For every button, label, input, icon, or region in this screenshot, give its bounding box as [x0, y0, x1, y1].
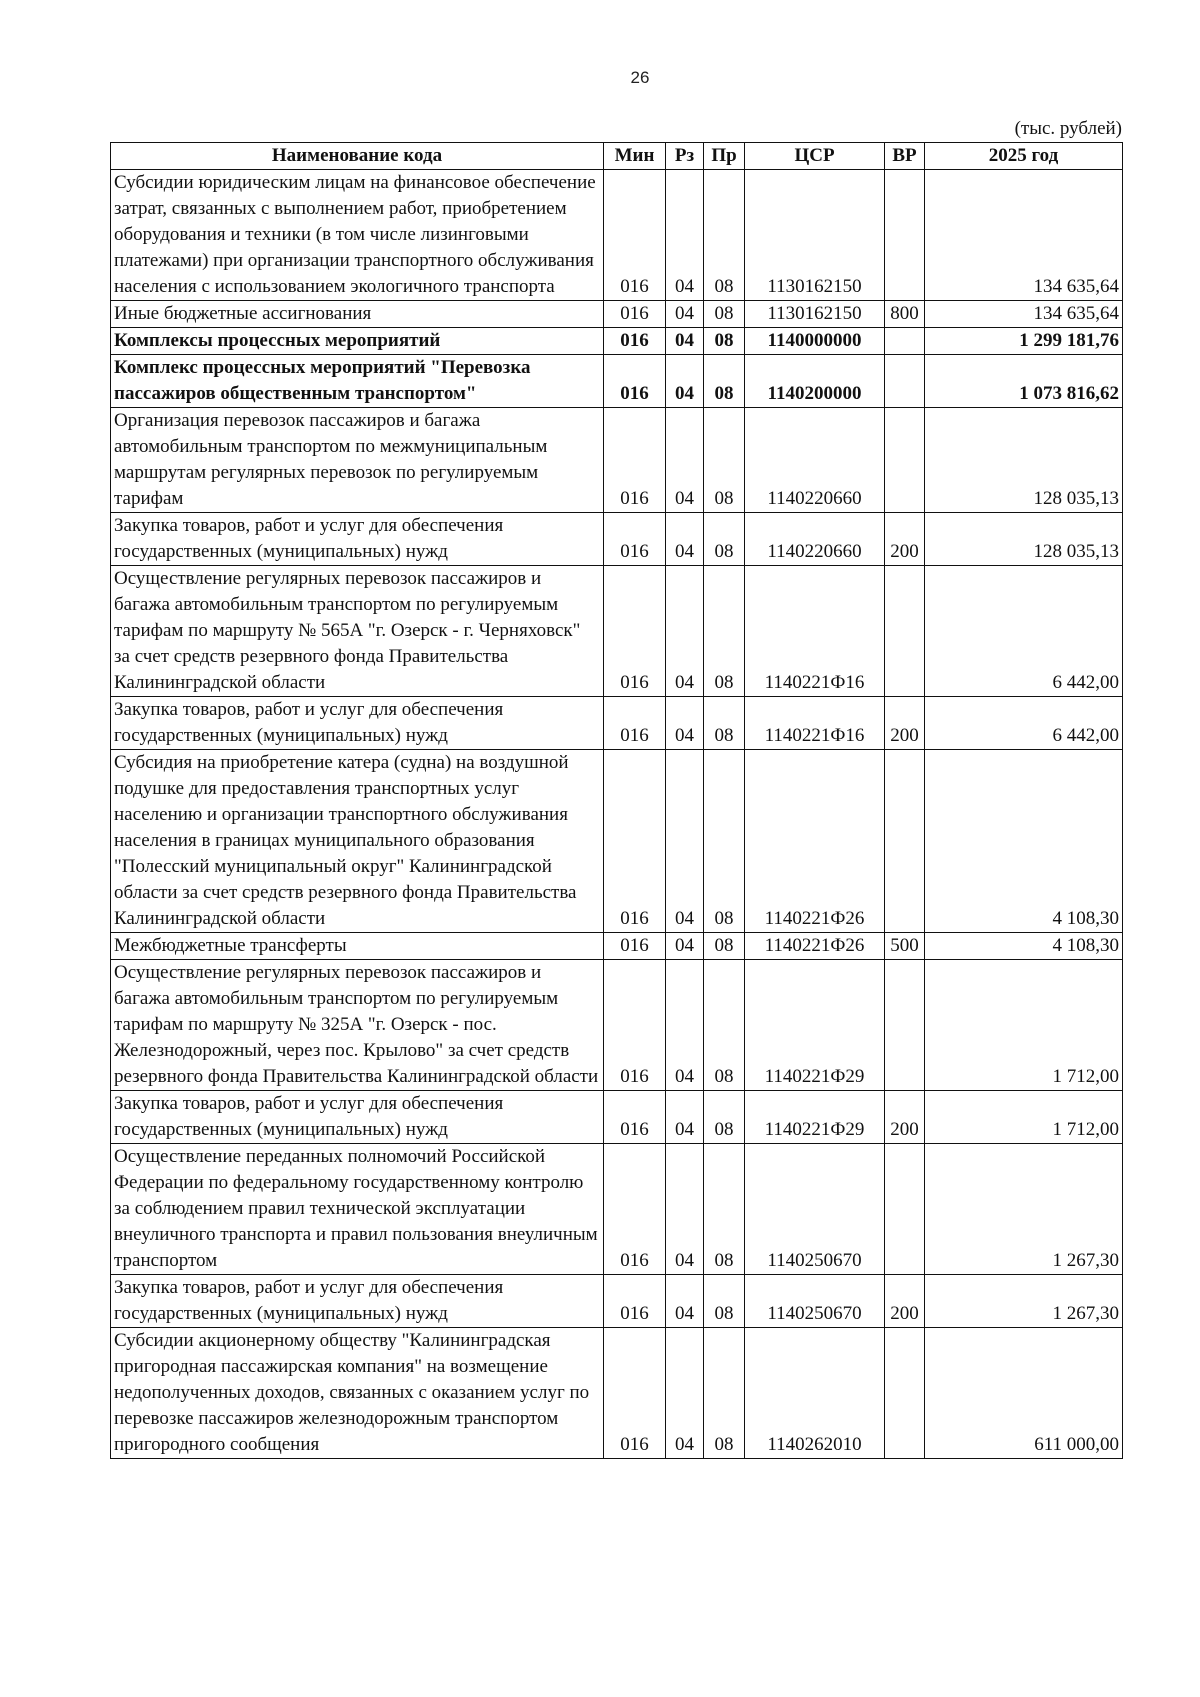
cell-rz: 04: [666, 750, 704, 933]
cell-amount: 6 442,00: [925, 566, 1123, 697]
cell-amount: 1 267,30: [925, 1275, 1123, 1328]
header-min: Мин: [604, 143, 666, 170]
cell-csr: 1140262010: [745, 1328, 885, 1459]
cell-min: 016: [604, 566, 666, 697]
cell-csr: 1140220660: [745, 513, 885, 566]
cell-amount: 128 035,13: [925, 408, 1123, 513]
cell-pr: 08: [704, 697, 745, 750]
cell-name: Субсидии юридическим лицам на финансовое обеспечение затрат, связанных с выполнением работ, приобретением оборудования и техники (в том числе лизинговыми платежами) при организации транспортного обслуживания населения с использованием экологичного транспорта: [111, 170, 604, 301]
table-header-row: [111, 143, 1123, 170]
cell-vr: [885, 960, 925, 1091]
cell-rz: 04: [666, 301, 704, 328]
cell-rz: 04: [666, 328, 704, 355]
cell-pr: 08: [704, 1144, 745, 1275]
cell-min: 016: [604, 301, 666, 328]
cell-csr: 1140221Ф29: [745, 1091, 885, 1144]
cell-rz: 04: [666, 1144, 704, 1275]
cell-amount: 1 712,00: [925, 960, 1123, 1091]
table-row: [111, 408, 1123, 513]
table-row: [111, 301, 1123, 328]
table-row: [111, 697, 1123, 750]
table-row: [111, 170, 1123, 301]
cell-pr: 08: [704, 513, 745, 566]
cell-rz: 04: [666, 697, 704, 750]
table-row: [111, 960, 1123, 1091]
cell-csr: 1130162150: [745, 301, 885, 328]
cell-name: Комплекс процессных мероприятий "Перевозка пассажиров общественным транспортом": [111, 355, 604, 408]
table-row: [111, 933, 1123, 960]
cell-vr: [885, 1144, 925, 1275]
cell-name: Субсидия на приобретение катера (судна) на воздушной подушке для предоставления транспортных услуг населению и организации транспортного обслуживания населения в границах муниципального образования "Полесский муниципальный округ" Калининградской области за счет средств резервного фонда Правительства Калининградской области: [111, 750, 604, 933]
cell-pr: 08: [704, 566, 745, 697]
cell-rz: 04: [666, 408, 704, 513]
cell-vr: [885, 750, 925, 933]
cell-pr: 08: [704, 328, 745, 355]
header-vr: ВР: [885, 143, 925, 170]
cell-min: 016: [604, 355, 666, 408]
cell-rz: 04: [666, 1275, 704, 1328]
cell-amount: 1 299 181,76: [925, 328, 1123, 355]
budget-table: [110, 142, 1123, 1459]
cell-csr: 1140221Ф16: [745, 566, 885, 697]
cell-min: 016: [604, 1144, 666, 1275]
cell-rz: 04: [666, 566, 704, 697]
cell-amount: 6 442,00: [925, 697, 1123, 750]
cell-vr: 200: [885, 513, 925, 566]
cell-name: Закупка товаров, работ и услуг для обеспечения государственных (муниципальных) нужд: [111, 1275, 604, 1328]
cell-csr: 1140221Ф29: [745, 960, 885, 1091]
cell-pr: 08: [704, 170, 745, 301]
cell-pr: 08: [704, 750, 745, 933]
cell-csr: 1140250670: [745, 1275, 885, 1328]
cell-pr: 08: [704, 301, 745, 328]
cell-rz: 04: [666, 170, 704, 301]
cell-amount: 128 035,13: [925, 513, 1123, 566]
table-body: [111, 170, 1123, 1459]
cell-amount: 134 635,64: [925, 301, 1123, 328]
cell-amount: 611 000,00: [925, 1328, 1123, 1459]
cell-rz: 04: [666, 1328, 704, 1459]
page-number: 26: [630, 68, 650, 87]
cell-pr: 08: [704, 355, 745, 408]
table-row: [111, 1328, 1123, 1459]
cell-min: 016: [604, 1091, 666, 1144]
header-year: 2025 год: [925, 143, 1123, 170]
cell-vr: [885, 328, 925, 355]
cell-min: 016: [604, 170, 666, 301]
table-row: [111, 1091, 1123, 1144]
cell-amount: 1 712,00: [925, 1091, 1123, 1144]
cell-pr: 08: [704, 1275, 745, 1328]
cell-vr: 200: [885, 1091, 925, 1144]
cell-rz: 04: [666, 355, 704, 408]
cell-min: 016: [604, 408, 666, 513]
table-row: [111, 1275, 1123, 1328]
cell-vr: [885, 566, 925, 697]
header-csr: ЦСР: [745, 143, 885, 170]
cell-vr: [885, 355, 925, 408]
cell-csr: 1130162150: [745, 170, 885, 301]
cell-pr: 08: [704, 933, 745, 960]
header-name: Наименование кода: [111, 143, 604, 170]
cell-csr: 1140221Ф16: [745, 697, 885, 750]
cell-name: Осуществление регулярных перевозок пассажиров и багажа автомобильным транспортом по регулируемым тарифам по маршруту № 565А "г. Озерск - г. Черняховск" за счет средств резервного фонда Правительства Калининградской области: [111, 566, 604, 697]
cell-vr: [885, 1328, 925, 1459]
table-row: [111, 566, 1123, 697]
cell-csr: 1140200000: [745, 355, 885, 408]
cell-min: 016: [604, 960, 666, 1091]
cell-csr: 1140000000: [745, 328, 885, 355]
cell-name: Иные бюджетные ассигнования: [111, 301, 604, 328]
cell-csr: 1140250670: [745, 1144, 885, 1275]
header-rz: Рз: [666, 143, 704, 170]
cell-name: Закупка товаров, работ и услуг для обеспечения государственных (муниципальных) нужд: [111, 1091, 604, 1144]
table-row: [111, 513, 1123, 566]
table-row: [111, 1144, 1123, 1275]
cell-rz: 04: [666, 933, 704, 960]
table-row: [111, 750, 1123, 933]
cell-pr: 08: [704, 1091, 745, 1144]
cell-amount: 4 108,30: [925, 933, 1123, 960]
cell-min: 016: [604, 933, 666, 960]
cell-vr: 500: [885, 933, 925, 960]
cell-name: Закупка товаров, работ и услуг для обеспечения государственных (муниципальных) нужд: [111, 697, 604, 750]
cell-rz: 04: [666, 513, 704, 566]
cell-vr: [885, 408, 925, 513]
cell-name: Организация перевозок пассажиров и багажа автомобильным транспортом по межмуниципальным маршрутам регулярных перевозок по регулируемым тарифам: [111, 408, 604, 513]
cell-csr: 1140220660: [745, 408, 885, 513]
header-pr: Пр: [704, 143, 745, 170]
cell-vr: 800: [885, 301, 925, 328]
cell-rz: 04: [666, 1091, 704, 1144]
cell-min: 016: [604, 697, 666, 750]
cell-pr: 08: [704, 408, 745, 513]
cell-pr: 08: [704, 960, 745, 1091]
units-label: (тыс. рублей): [1014, 118, 1122, 139]
cell-name: Субсидии акционерному обществу "Калининградская пригородная пассажирская компания" на возмещение недополученных доходов, связанных с оказанием услуг по перевозке пассажиров железнодорожным транспортом пригородного сообщения: [111, 1328, 604, 1459]
cell-amount: 4 108,30: [925, 750, 1123, 933]
cell-csr: 1140221Ф26: [745, 750, 885, 933]
cell-csr: 1140221Ф26: [745, 933, 885, 960]
cell-amount: 1 267,30: [925, 1144, 1123, 1275]
cell-name: Осуществление переданных полномочий Российской Федерации по федеральному государственному контролю за соблюдением правил технической эксплуатации внеуличного транспорта и правил пользования внеуличным транспортом: [111, 1144, 604, 1275]
cell-min: 016: [604, 750, 666, 933]
cell-rz: 04: [666, 960, 704, 1091]
cell-min: 016: [604, 328, 666, 355]
cell-vr: [885, 170, 925, 301]
cell-name: Межбюджетные трансферты: [111, 933, 604, 960]
cell-amount: 134 635,64: [925, 170, 1123, 301]
table-row: [111, 355, 1123, 408]
cell-name: Закупка товаров, работ и услуг для обеспечения государственных (муниципальных) нужд: [111, 513, 604, 566]
cell-amount: 1 073 816,62: [925, 355, 1123, 408]
cell-vr: 200: [885, 1275, 925, 1328]
cell-vr: 200: [885, 697, 925, 750]
table-row: [111, 328, 1123, 355]
cell-min: 016: [604, 1328, 666, 1459]
cell-pr: 08: [704, 1328, 745, 1459]
cell-name: Комплексы процессных мероприятий: [111, 328, 604, 355]
cell-min: 016: [604, 513, 666, 566]
cell-min: 016: [604, 1275, 666, 1328]
cell-name: Осуществление регулярных перевозок пассажиров и багажа автомобильным транспортом по регулируемым тарифам по маршруту № 325А "г. Озерск - пос. Железнодорожный, через пос. Крылово" за счет средств резервного фонда Правительства Калининградской области: [111, 960, 604, 1091]
